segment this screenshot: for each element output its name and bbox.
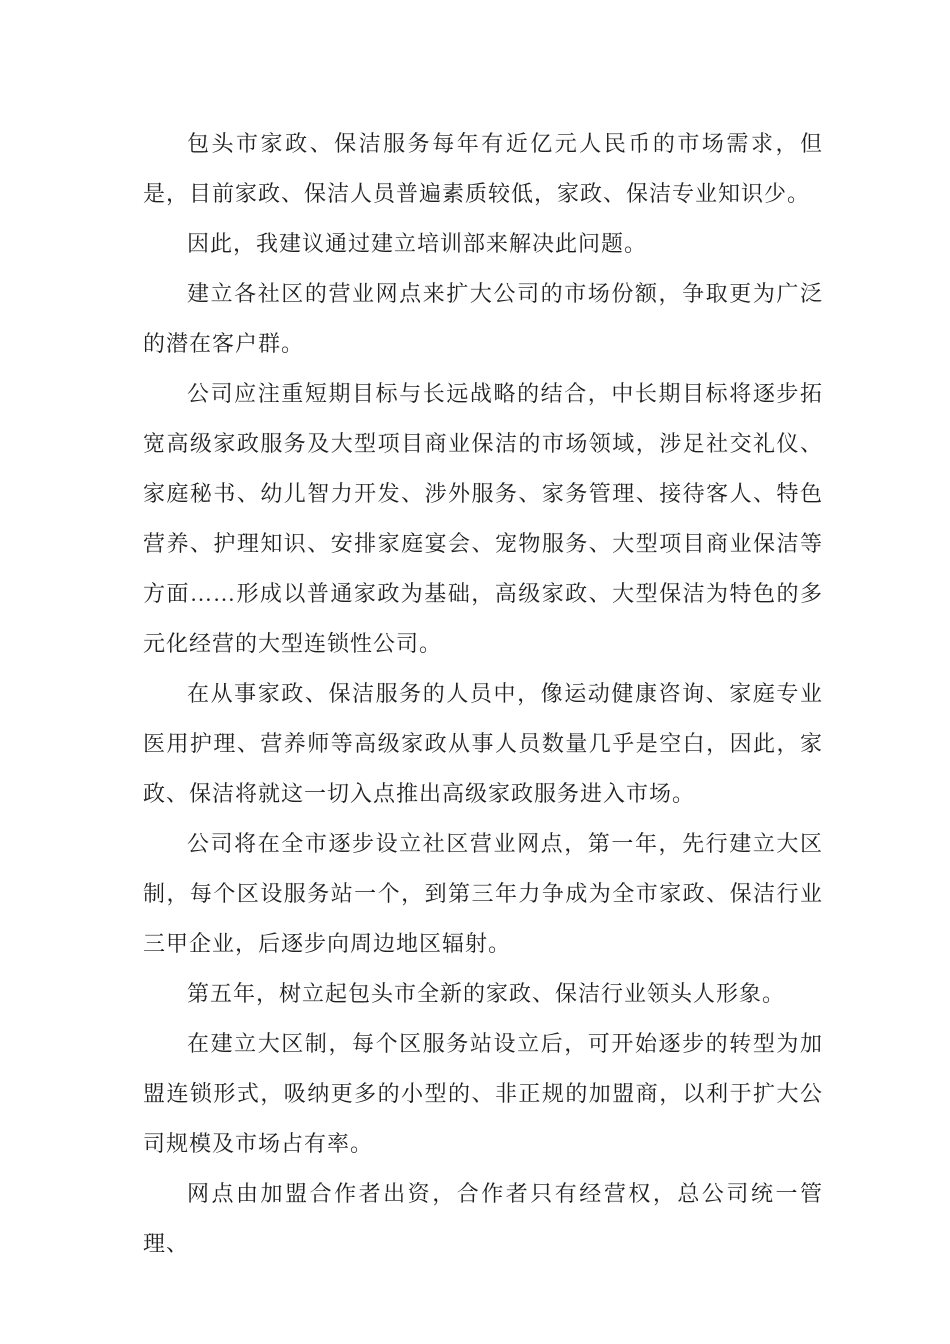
paragraph: 公司将在全市逐步设立社区营业网点，第一年，先行建立大区制，每个区设服务站一个，到第三年力争成为全市家政、保洁行业三甲企业，后逐步向周边地区辐射。 [143,831,823,956]
paragraph: 包头市家政、保洁服务每年有近亿元人民币的市场需求，但是，目前家政、保洁人员普遍素质较低，家政、保洁专业知识少。 [143,131,823,206]
paragraph: 因此，我建议通过建立培训部来解决此问题。 [187,231,648,256]
paragraph: 在从事家政、保洁服务的人员中，像运动健康咨询、家庭专业医用护理、营养师等高级家政从事人员数量几乎是空白，因此，家政、保洁将就这一切入点推出高级家政服务进入市场。 [143,681,823,806]
paragraph: 公司应注重短期目标与长远战略的结合，中长期目标将逐步拓宽高级家政服务及大型项目商业保洁的市场领域，涉足社交礼仪、家庭秘书、幼儿智力开发、涉外服务、家务管理、接待客人、特色营养、护理知识、安排家庭宴会、宠物服务、大型项目商业保洁等方面……形成以普通家政为基础，高级家政、大型保洁为特色的多元化经营的大型连锁性公司。 [143,381,823,656]
paragraph: 建立各社区的营业网点来扩大公司的市场份额，争取更为广泛的潜在客户群。 [143,281,823,356]
paragraph: 网点由加盟合作者出资，合作者只有经营权，总公司统一管理、 [143,1181,823,1256]
paragraph: 在建立大区制，每个区服务站设立后，可开始逐步的转型为加盟连锁形式，吸纳更多的小型的、非正规的加盟商，以利于扩大公司规模及市场占有率。 [143,1031,823,1156]
paragraph: 第五年，树立起包头市全新的家政、保洁行业领头人形象。 [187,981,786,1006]
document-body [143,119,823,1269]
